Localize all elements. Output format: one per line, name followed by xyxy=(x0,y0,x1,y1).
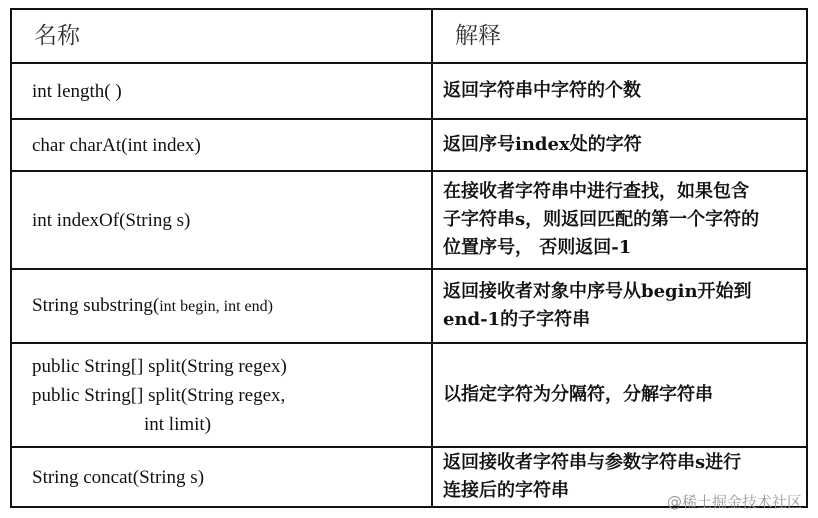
description-line: 以指定字符为分隔符，分解字符串 xyxy=(443,384,713,405)
method-signature: int length( ) xyxy=(32,80,122,102)
description-cell xyxy=(432,269,807,343)
description-line: 返回序号index处的字符 xyxy=(443,134,642,155)
description-line: end-1的子字符串 xyxy=(443,309,591,330)
method-signature: char charAt(int index) xyxy=(32,134,201,156)
method-cell xyxy=(11,447,432,507)
table-row xyxy=(11,63,807,119)
table-row xyxy=(11,171,807,269)
description-line: 在接收者字符串中进行查找，如果包含 xyxy=(443,181,749,202)
description-line: 返回接收者字符串与参数字符串s进行 xyxy=(443,452,742,473)
description-line: 返回接收者对象中序号从begin开始到 xyxy=(443,281,752,302)
method-params: int begin, int end) xyxy=(159,298,273,315)
table-row xyxy=(11,343,807,447)
method-signature: int indexOf(String s) xyxy=(32,209,191,231)
table-header-row xyxy=(11,9,807,63)
header-explanation: 解释 xyxy=(432,9,807,63)
description-line: 位置序号， 否则返回-1 xyxy=(443,237,632,258)
method-cell xyxy=(11,119,432,171)
method-signature: String substring( xyxy=(32,295,160,316)
method-signature: public String[] split(String regex) xyxy=(32,355,287,377)
watermark: @稀土掘金技术社区 xyxy=(666,493,802,511)
method-cell xyxy=(11,63,432,119)
method-signature-continued: int limit) xyxy=(144,413,212,435)
description-cell xyxy=(432,171,807,269)
description-cell xyxy=(432,343,807,447)
method-cell xyxy=(11,343,432,447)
table-row xyxy=(11,269,807,343)
method-cell xyxy=(11,269,432,343)
description-cell xyxy=(432,63,807,119)
string-methods-table xyxy=(10,8,808,508)
table-row xyxy=(11,119,807,171)
description-line: 返回字符串中字符的个数 xyxy=(443,80,641,101)
description-line: 子字符串s，则返回匹配的第一个字符的 xyxy=(443,209,760,230)
method-signature: String concat(String s) xyxy=(32,466,205,488)
method-signature: public String[] split(String regex, xyxy=(32,384,286,406)
method-cell xyxy=(11,171,432,269)
header-name: 名称 xyxy=(11,9,432,63)
description-line: 连接后的字符串 xyxy=(443,480,569,501)
description-cell xyxy=(432,119,807,171)
